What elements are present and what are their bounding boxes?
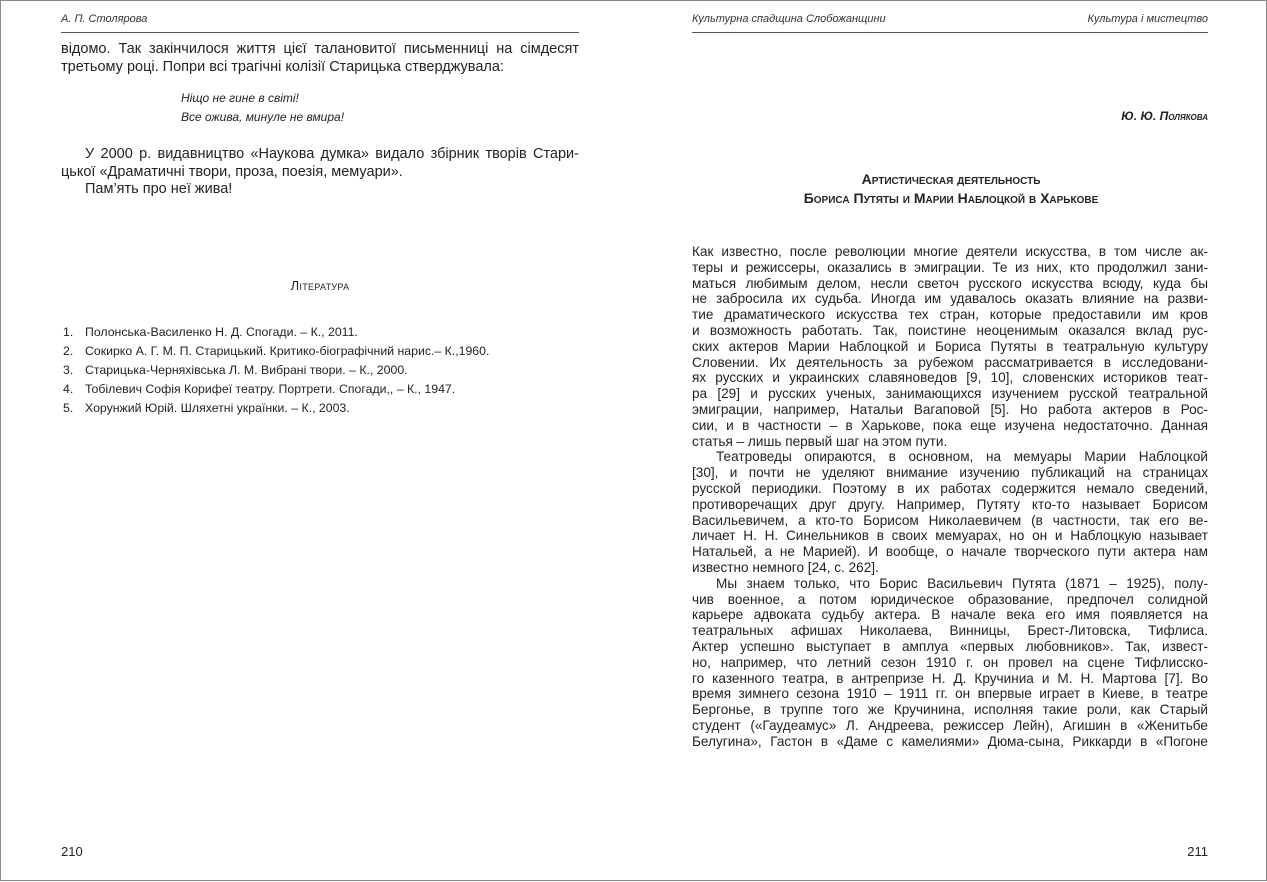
page-number: 211 <box>1187 844 1208 859</box>
text-line: [30], и почти не уделяют внимание изучению публикаций на страницах <box>692 465 1208 481</box>
text-line: Белугина», Гастон в «Даме с камелиями» Дюма-сына, Риккарди в «Погоне <box>692 733 1208 749</box>
text-line: Как известно, после революции многие деятели искусства, в том числе ак- <box>692 244 1208 259</box>
header-rule <box>692 32 1208 33</box>
reference-text: Тобілевич Софія Корифеї театру. Портрети. Спогади,, – К., 1947. <box>85 382 456 396</box>
text-line: известно немного [24, с. 262]. <box>692 560 879 575</box>
text-line: маться любимым делом, несли светоч русского искусства всюду, куда бы <box>692 275 1208 291</box>
text-line: тие драматического искусства тех стран, которые предоставили им кров <box>692 307 1208 323</box>
reference-text: Полонська-Василенко Н. Д. Спогади. – К., 2011. <box>85 325 358 339</box>
poem-line: Ніщо не гине в світі! <box>181 91 299 105</box>
header-rule <box>61 32 579 33</box>
text-line: но, например, что летний сезон 1910 г. он провел на сцене Тифлисско- <box>692 654 1208 670</box>
reference-text: Сокирко А. Г. М. П. Старицький. Критико-біографічний нарис.– К.,1960. <box>85 344 490 358</box>
text-line: время зимнего сезона 1910 – 1911 гг. он впервые играет в Киеве, в театре <box>692 686 1208 702</box>
text-line: Актер успешно выступает в амплуа «первых любовников». Так, извест- <box>692 639 1208 654</box>
text-line: личает Н. Н. Синельников в своих мемуарах, но он и Наблоцкую называет <box>692 528 1208 544</box>
poem-line: Все ожива, минуле не вмира! <box>181 110 345 124</box>
reference-text: Старицька-Черняхівська Л. М. Вибрані твори. – К., 2000. <box>85 363 408 377</box>
text-line: У 2000 р. видавництво «Наукова думка» видало збірник творів Стари- <box>85 146 579 162</box>
reference-item <box>63 325 358 339</box>
text-line: чив военное, а потом юридическое образование, предпочел солидной <box>692 591 1208 607</box>
page-number: 210 <box>61 844 83 859</box>
reference-text: Хорунжий Юрій. Шляхетні українки. – К., 2003. <box>85 401 350 415</box>
literature-heading: Література <box>290 278 350 293</box>
running-header-left: Культурна спадщина Слобожанщини <box>692 13 886 25</box>
reference-item <box>63 344 489 358</box>
text-line: Натальей, а не Марией). И вообще, о начале творческого пути актера нам <box>692 544 1208 560</box>
text-line: статья – лишь первый шаг на этом пути. <box>692 433 948 449</box>
text-line: русской периодики. Поэтому в их работах содержится немало сведений, <box>692 481 1208 496</box>
reference-number: 3. <box>63 363 74 377</box>
text-line: відомо. Так закінчилося життя цієї талановитої письменниці на сімдесят <box>61 41 579 57</box>
article-author: Ю. Ю. Полякова <box>1121 109 1208 123</box>
article-title-line: Артистическая деятельность <box>861 171 1041 187</box>
text-line: Васильевичем, а кто-то Борисом Николаевичем (в частности, так его ве- <box>692 512 1208 528</box>
text-line: Бергонье, в труппе того же Кручинина, исполняя такие роли, как Старый <box>692 702 1208 718</box>
text-line: студент («Гаудеамус» Л. Андреева, режиссер Лейн), Агишин в «Женитьбе <box>692 718 1208 733</box>
reference-item <box>63 401 350 415</box>
text-line: сии, и в частности – в Харькове, пока еще изучена недостаточно. Данная <box>692 417 1208 433</box>
text-line: ра [29] и русских ученых, занимающихся изучением русской театральной <box>692 386 1208 402</box>
running-header-right: Культура і мистецтво <box>1087 13 1208 25</box>
text-line: и возможность работать. Так, поистине неоценимым оказался вклад рус- <box>692 323 1208 338</box>
text-line: ских актеров Марии Наблоцкой и Бориса Путяты в театральную культуру <box>692 338 1208 354</box>
reference-number: 1. <box>63 325 74 339</box>
reference-number: 5. <box>63 401 74 415</box>
running-header: А. П. Столярова <box>61 13 148 25</box>
text-line: театральных афишах Николаева, Винницы, Брест-Литовска, Тифлиса. <box>692 623 1208 639</box>
text-line: противоречащих друг другу. Например, Путяту кто-то называет Борисом <box>692 496 1208 512</box>
right-page <box>634 1 1267 882</box>
text-line: карьере адвоката судьбу актера. В начале века его имя появляется на <box>692 607 1208 623</box>
article-title-line: Бориса Путяты и Марии Наблоцкой в Харькове <box>803 190 1099 206</box>
text-line: эмиграции, например, Натальи Вагаповой [5]. Но работа актеров в Рос- <box>692 402 1208 417</box>
text-line: Мы знаем только, что Борис Васильевич Путята (1871 – 1925), полу- <box>716 575 1208 591</box>
text-line: цької «Драматичні твори, проза, поезія, мемуари». <box>61 163 403 180</box>
text-line: го казенного театра, в антрепризе Н. Д. Кручиниа и М. Н. Мартова [7]. Во <box>692 670 1208 686</box>
reference-item <box>63 363 408 377</box>
reference-number: 4. <box>63 382 74 396</box>
reference-number: 2. <box>63 344 74 358</box>
text-line: не забросила их судьба. Иногда им удавалось оказать влияние на разви- <box>692 291 1208 307</box>
text-line: третьому році. Попри всі трагічні колізії Старицька стверджувала: <box>61 59 504 75</box>
text-line: Пам’ять про неї жива! <box>85 181 233 197</box>
text-line: теры и режиссеры, оказались в эмиграции. Те из них, кто продолжил зани- <box>692 259 1208 275</box>
text-line: Театроведы опираются, в основном, на мемуары Марии Наблоцкой <box>716 449 1208 465</box>
left-page <box>1 1 634 882</box>
reference-item <box>63 382 455 396</box>
text-line: Словении. Их деятельность за рубежом рассматривается в исследовани- <box>692 354 1208 370</box>
text-line: ях русских и украинских славяноведов [9, 10], словенских историков теат- <box>692 370 1208 386</box>
